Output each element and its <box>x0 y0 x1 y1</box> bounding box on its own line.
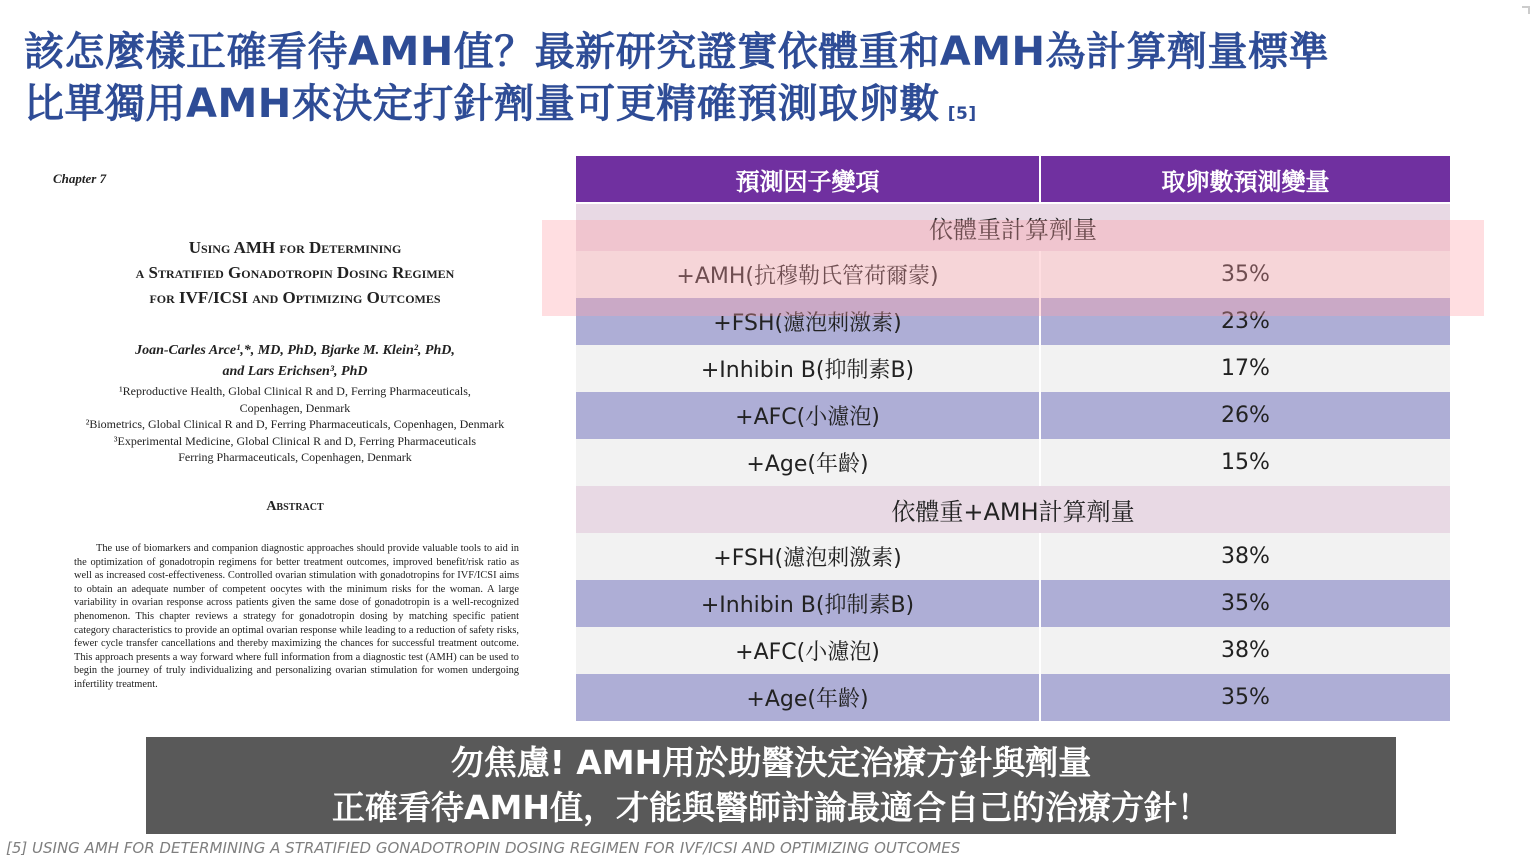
paper-chapter: Chapter 7 <box>53 171 107 186</box>
factor-cell: +FSH(濾泡刺激素) <box>576 533 1041 580</box>
factor-cell: +Inhibin B(抑制素B) <box>576 580 1041 627</box>
table-row <box>576 392 1450 439</box>
headline-line-2-text: 比單獨用AMH來決定打針劑量可更精確預測取卵數 <box>24 81 940 127</box>
affiliation-line: ¹Reproductive Health, Global Clinical R and D, Ferring Pharmaceuticals, <box>119 384 471 398</box>
value-cell: 35% <box>1221 685 1270 710</box>
value-cell: 35% <box>1221 262 1270 287</box>
headline-line-2 <box>24 78 1514 140</box>
factor-cell: +AFC(小濾泡) <box>576 627 1041 674</box>
value-cell: 38% <box>1221 638 1270 663</box>
paper-affiliations <box>40 383 550 466</box>
value-cell: 15% <box>1221 450 1270 475</box>
factor-cell: +AFC(小濾泡) <box>576 392 1041 439</box>
value-cell: 23% <box>1221 309 1270 334</box>
abstract-text: The use of biomarkers and companion diagnostic approaches should provide valuable tools to aid in the optimization of gonadotropin regimens for better treatment outcomes, improved benefit/risk ratio as well as increased cost-effectiveness. Controlled ovarian stimulation with gonadotropins for IVF/ICSI aims to obtain an adequate number of competent oocytes with the minimum risks for the woman. A large variability in ovarian response across patients given the same dose of gonadotropin is a well-recognized phenomenon. This chapter reviews a strategy for gonadotropin dosing by matching specific patient category characteristics to provide an optimal ovarian response while leading to a reduction of safety risks, fewer cycle transfer cancellations and thereby maximizing the chances for successful treatment outcome. This approach presents a way forward where full information from a diagnostic test (AMH) can be used to begin the journey of truly individualizing and personalizing ovarian stimulation for women undergoing infertility treatment. <box>74 543 519 690</box>
table-row <box>576 533 1450 580</box>
banner-line-2: 正確看待AMH值，才能與醫師討論最適合自己的治療方針！ <box>332 788 1210 827</box>
factor-cell: +Inhibin B(抑制素B) <box>576 345 1041 392</box>
value-cell: 17% <box>1221 356 1270 381</box>
table-section-row <box>576 486 1450 533</box>
table-header <box>576 156 1450 202</box>
corner-mark <box>1522 0 1536 14</box>
paper-title-line: for IVF/ICSI and Optimizing Outcomes <box>149 288 441 307</box>
affiliation-line: ²Biometrics, Global Clinical R and D, Ferring Pharmaceuticals, Copenhagen, Denmark <box>85 417 505 431</box>
value-cell: 26% <box>1221 403 1270 428</box>
headline-reference: [5] <box>947 104 977 124</box>
table-row <box>576 627 1450 674</box>
paper-authors-line: Joan-Carles Arce¹,*, MD, PhD, Bjarke M. Klein², PhD, <box>135 343 455 358</box>
value-cell: 35% <box>1221 591 1270 616</box>
table-row <box>576 439 1450 486</box>
section-weight-dose: 依體重計算劑量 <box>576 204 1450 251</box>
paper-authors <box>40 340 550 382</box>
highlight-overlay <box>542 220 1484 316</box>
table-row <box>576 345 1450 392</box>
section-weight-amh-dose: 依體重+AMH計算劑量 <box>576 486 1450 533</box>
factor-cell: +Age(年齡) <box>576 439 1041 486</box>
reference-footnote: [5] USING AMH FOR DETERMINING A STRATIFIED GONADOTROPIN DOSING REGIMEN FOR IVF/ICSI AND OPTIMIZING OUTCOMES <box>6 839 961 857</box>
paper-title-line: Using AMH for Determining <box>188 238 402 257</box>
table-row <box>576 580 1450 627</box>
factor-cell: +Age(年齡) <box>576 674 1041 721</box>
header-factor: 預測因子變項 <box>576 156 1041 202</box>
paper-title-line: a Stratified Gonadotropin Dosing Regimen <box>135 263 455 282</box>
header-variance: 取卵數預測變量 <box>1161 167 1330 196</box>
paper-authors-line: and Lars Erichsen³, PhD <box>222 364 368 379</box>
table-row <box>576 674 1450 721</box>
paper-title <box>40 235 550 310</box>
message-banner <box>146 737 1396 834</box>
paper-excerpt <box>40 165 550 730</box>
slide-headline <box>24 26 1514 140</box>
affiliation-line: ³Experimental Medicine, Global Clinical R and D, Ferring Pharmaceuticals <box>113 433 477 448</box>
factor-cell: +AMH(抗穆勒氏管荷爾蒙) <box>576 251 1041 298</box>
value-cell: 38% <box>1221 544 1270 569</box>
factor-cell: +FSH(濾泡刺激素) <box>576 298 1041 345</box>
affiliation-line: Copenhagen, Denmark <box>239 400 351 415</box>
banner-line-1: 勿焦慮! AMH用於助醫決定治療方針與劑量 <box>450 743 1092 782</box>
abstract-heading: Abstract <box>266 499 324 514</box>
affiliation-line: Ferring Pharmaceuticals, Copenhagen, Denmark <box>178 450 412 464</box>
headline-line-1: 該怎麼樣正確看待AMH值？最新研究證實依體重和AMH為計算劑量標準 <box>24 29 1329 75</box>
